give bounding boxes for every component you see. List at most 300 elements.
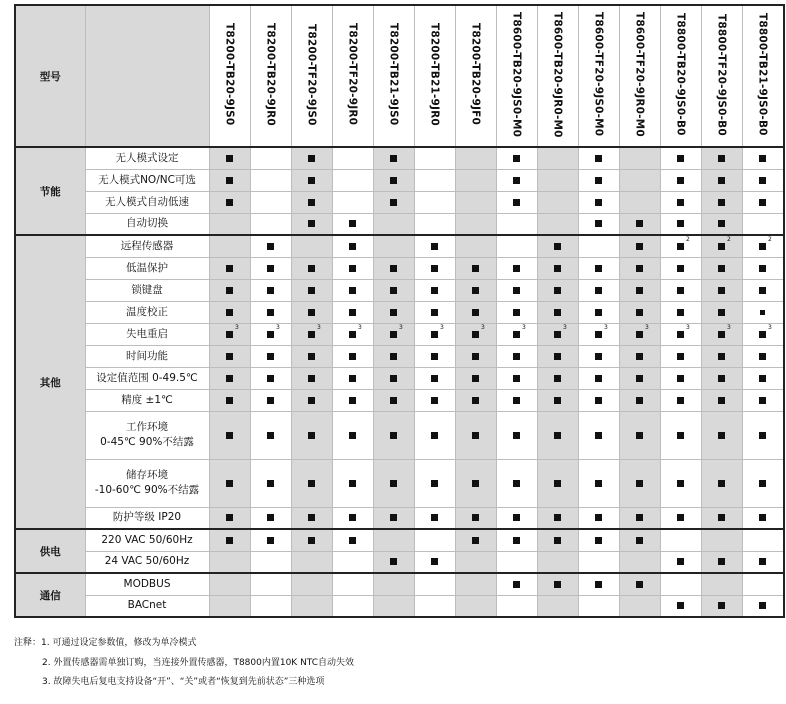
support-cell <box>209 367 250 389</box>
supported-mark <box>349 309 356 316</box>
support-cell <box>373 301 414 323</box>
supported-mark <box>308 432 315 439</box>
support-cell <box>660 551 701 573</box>
supported-mark <box>390 432 397 439</box>
feature-row <box>15 235 784 257</box>
support-cell <box>455 551 496 573</box>
feature-row <box>15 573 784 595</box>
model-column-header <box>660 5 701 147</box>
supported-mark <box>595 480 602 487</box>
footnote-ref: 3 <box>604 323 608 331</box>
support-cell <box>291 459 332 507</box>
support-cell <box>496 279 537 301</box>
support-cell <box>742 459 784 507</box>
support-cell <box>496 507 537 529</box>
supported-mark <box>308 537 315 544</box>
support-cell <box>250 411 291 459</box>
support-cell <box>742 595 784 617</box>
support-cell <box>619 411 660 459</box>
supported-mark <box>636 581 643 588</box>
supported-mark <box>472 397 479 404</box>
support-cell <box>209 191 250 213</box>
support-cell <box>209 147 250 169</box>
support-cell <box>578 551 619 573</box>
support-cell <box>291 507 332 529</box>
supported-mark <box>349 220 356 227</box>
support-cell <box>496 213 537 235</box>
support-cell <box>332 595 373 617</box>
support-cell <box>701 345 742 367</box>
support-cell <box>701 459 742 507</box>
supported-mark <box>636 309 643 316</box>
support-cell <box>332 507 373 529</box>
support-cell <box>332 257 373 279</box>
support-cell <box>414 529 455 551</box>
feature-label-line: 低温保护 <box>126 261 168 274</box>
supported-mark <box>513 397 520 404</box>
feature-row <box>15 301 784 323</box>
support-cell <box>291 367 332 389</box>
supported-mark <box>226 375 233 382</box>
supported-mark <box>349 323 362 338</box>
supported-mark <box>226 514 233 521</box>
supported-mark <box>308 309 315 316</box>
supported-mark <box>513 323 526 338</box>
support-cell <box>742 573 784 595</box>
supported-mark <box>472 514 479 521</box>
support-cell <box>619 345 660 367</box>
support-cell <box>742 301 784 323</box>
feature-row <box>15 147 784 169</box>
model-name: T8800-TB20-9JS0-B0 <box>674 13 687 136</box>
support-cell <box>291 301 332 323</box>
supported-mark <box>677 323 690 338</box>
supported-mark <box>718 514 725 521</box>
support-cell <box>701 367 742 389</box>
support-cell <box>414 573 455 595</box>
support-cell <box>537 345 578 367</box>
supported-mark <box>595 265 602 272</box>
footnote-ref: 3 <box>645 323 649 331</box>
support-cell <box>373 367 414 389</box>
support-cell <box>332 213 373 235</box>
supported-mark <box>226 155 233 162</box>
model-name: T8800-TB21-9JS0-B0 <box>756 13 769 136</box>
support-cell <box>373 323 414 345</box>
supported-mark <box>513 375 520 382</box>
support-cell <box>291 595 332 617</box>
support-cell <box>701 235 742 257</box>
support-cell <box>537 279 578 301</box>
support-cell <box>373 257 414 279</box>
support-cell <box>332 169 373 191</box>
supported-mark <box>595 220 602 227</box>
support-cell <box>701 191 742 213</box>
feature-label <box>85 213 209 235</box>
feature-label <box>85 551 209 573</box>
footnote-ref: 3 <box>358 323 362 331</box>
supported-mark <box>718 323 731 338</box>
supported-mark <box>308 155 315 162</box>
supported-mark <box>513 265 520 272</box>
supported-mark <box>595 581 602 588</box>
model-name: T8200-TB20-9JF0 <box>469 23 482 126</box>
supported-mark <box>267 480 274 487</box>
support-cell <box>291 529 332 551</box>
support-cell <box>291 257 332 279</box>
supported-mark <box>759 397 766 404</box>
support-cell <box>209 323 250 345</box>
feature-row <box>15 169 784 191</box>
supported-mark <box>718 199 725 206</box>
supported-mark <box>390 558 397 565</box>
support-cell <box>455 459 496 507</box>
support-cell <box>496 389 537 411</box>
supported-mark <box>308 375 315 382</box>
support-cell <box>742 257 784 279</box>
feature-label-line: 精度 ±1℃ <box>121 393 173 406</box>
model-name: T8200-TB20-9JS0 <box>223 23 236 126</box>
support-cell <box>742 389 784 411</box>
feature-label-line: 0-45℃ 90%不结露 <box>100 436 194 448</box>
model-name: T8600-TB20-9JR0-M0 <box>551 11 564 138</box>
support-cell <box>701 323 742 345</box>
support-cell <box>578 595 619 617</box>
support-cell <box>332 529 373 551</box>
support-cell <box>373 213 414 235</box>
supported-mark <box>472 309 479 316</box>
support-cell <box>619 191 660 213</box>
support-cell <box>742 367 784 389</box>
support-cell <box>455 507 496 529</box>
supported-mark <box>308 265 315 272</box>
supported-mark <box>718 480 725 487</box>
support-cell <box>742 147 784 169</box>
support-cell <box>619 389 660 411</box>
footnote-ref: 3 <box>235 323 239 331</box>
support-cell <box>332 459 373 507</box>
model-column-header <box>332 5 373 147</box>
support-cell <box>701 411 742 459</box>
feature-label <box>85 191 209 213</box>
support-cell <box>660 147 701 169</box>
model-name: T8200-TB20-9JR0 <box>264 23 277 126</box>
support-cell <box>701 507 742 529</box>
feature-label <box>85 301 209 323</box>
support-cell <box>578 147 619 169</box>
support-cell <box>537 191 578 213</box>
supported-mark <box>677 199 684 206</box>
supported-mark <box>595 177 602 184</box>
supported-mark <box>431 265 438 272</box>
support-cell <box>619 169 660 191</box>
support-cell <box>455 235 496 257</box>
support-cell <box>537 147 578 169</box>
model-column-header <box>414 5 455 147</box>
support-cell <box>373 595 414 617</box>
support-cell <box>619 213 660 235</box>
support-cell <box>578 529 619 551</box>
supported-mark <box>472 287 479 294</box>
feature-label-line: 失电重启 <box>126 327 168 340</box>
support-cell <box>578 301 619 323</box>
support-cell <box>291 411 332 459</box>
supported-mark <box>308 220 315 227</box>
supported-mark <box>636 514 643 521</box>
footnote-ref: 3 <box>563 323 567 331</box>
supported-mark <box>554 323 567 338</box>
support-cell <box>373 551 414 573</box>
support-cell <box>373 573 414 595</box>
supported-mark <box>595 514 602 521</box>
supported-mark <box>308 323 321 338</box>
supported-mark <box>267 243 274 250</box>
supported-mark <box>759 514 766 521</box>
footnotes <box>14 634 354 693</box>
feature-label-line: 自动切换 <box>126 217 168 230</box>
supported-mark <box>677 309 684 316</box>
support-cell <box>660 507 701 529</box>
supported-mark <box>677 397 684 404</box>
model-name: T8200-TB21-9JS0 <box>387 23 400 126</box>
supported-mark <box>554 375 561 382</box>
support-cell <box>537 411 578 459</box>
support-cell <box>496 595 537 617</box>
supported-mark <box>554 287 561 294</box>
supported-mark <box>759 480 766 487</box>
support-cell <box>742 191 784 213</box>
support-cell <box>619 367 660 389</box>
footnote-ref: 2 <box>727 235 731 243</box>
supported-mark <box>267 514 274 521</box>
support-cell <box>742 169 784 191</box>
feature-label <box>85 147 209 169</box>
supported-mark <box>554 480 561 487</box>
support-cell <box>701 389 742 411</box>
support-cell <box>537 367 578 389</box>
support-cell <box>496 551 537 573</box>
support-cell <box>373 191 414 213</box>
supported-mark <box>431 353 438 360</box>
footnote-ref: 3 <box>399 323 403 331</box>
support-cell <box>455 191 496 213</box>
support-cell <box>619 235 660 257</box>
support-cell <box>373 279 414 301</box>
support-cell <box>209 279 250 301</box>
supported-mark <box>718 432 725 439</box>
supported-mark <box>349 480 356 487</box>
supported-mark <box>513 432 520 439</box>
support-cell <box>414 257 455 279</box>
support-cell <box>537 389 578 411</box>
supported-mark <box>390 480 397 487</box>
support-cell <box>537 323 578 345</box>
support-cell <box>291 147 332 169</box>
feature-row <box>15 551 784 573</box>
supported-mark <box>718 602 725 609</box>
supported-mark <box>554 309 561 316</box>
feature-label <box>85 257 209 279</box>
model-column-header <box>373 5 414 147</box>
support-cell <box>660 279 701 301</box>
supported-mark <box>718 353 725 360</box>
supported-mark <box>636 220 643 227</box>
supported-mark <box>431 375 438 382</box>
support-cell <box>414 345 455 367</box>
header-row <box>15 5 784 147</box>
feature-row <box>15 191 784 213</box>
feature-row <box>15 507 784 529</box>
support-cell <box>537 551 578 573</box>
support-cell <box>701 301 742 323</box>
supported-mark <box>554 265 561 272</box>
support-cell <box>496 169 537 191</box>
supported-mark <box>431 480 438 487</box>
feature-label-line: 温度校正 <box>126 305 168 318</box>
support-cell <box>537 507 578 529</box>
supported-mark <box>718 177 725 184</box>
supported-mark <box>759 265 766 272</box>
support-cell <box>496 257 537 279</box>
supported-mark <box>677 480 684 487</box>
support-cell <box>455 389 496 411</box>
support-cell <box>660 367 701 389</box>
supported-mark <box>349 432 356 439</box>
support-cell <box>701 257 742 279</box>
support-cell <box>578 191 619 213</box>
supported-mark <box>595 199 602 206</box>
supported-mark <box>226 199 233 206</box>
supported-mark <box>431 558 438 565</box>
support-cell <box>250 235 291 257</box>
supported-mark <box>390 199 397 206</box>
supported-mark <box>595 397 602 404</box>
feature-label <box>85 323 209 345</box>
supported-mark <box>390 514 397 521</box>
support-cell <box>414 191 455 213</box>
support-cell <box>414 279 455 301</box>
support-cell <box>578 507 619 529</box>
support-cell <box>209 573 250 595</box>
support-cell <box>209 169 250 191</box>
support-cell <box>373 147 414 169</box>
feature-row <box>15 279 784 301</box>
support-cell <box>496 345 537 367</box>
footnote-ref: 2 <box>768 235 772 243</box>
support-cell <box>455 323 496 345</box>
support-cell <box>578 257 619 279</box>
support-cell <box>537 529 578 551</box>
support-cell <box>455 213 496 235</box>
supported-mark <box>226 309 233 316</box>
category-label: 其他 <box>15 235 85 529</box>
supported-mark <box>636 537 643 544</box>
support-cell <box>619 507 660 529</box>
support-cell <box>250 551 291 573</box>
supported-mark <box>390 287 397 294</box>
supported-mark <box>595 155 602 162</box>
feature-label <box>85 389 209 411</box>
feature-label-line: MODBUS <box>123 577 171 590</box>
supported-mark <box>349 537 356 544</box>
feature-label-line: 无人模式NO/NC可选 <box>98 173 196 186</box>
support-cell <box>660 213 701 235</box>
supported-mark <box>718 558 725 565</box>
support-cell <box>660 573 701 595</box>
support-cell <box>578 459 619 507</box>
support-cell <box>619 573 660 595</box>
support-cell <box>496 573 537 595</box>
supported-mark <box>267 287 274 294</box>
supported-mark <box>636 243 643 250</box>
support-cell <box>209 213 250 235</box>
supported-mark <box>308 177 315 184</box>
support-cell <box>291 235 332 257</box>
feature-label-line: 时间功能 <box>126 349 168 362</box>
supported-mark <box>390 323 403 338</box>
feature-label-line: 防护等级 IP20 <box>112 511 182 524</box>
supported-mark <box>677 353 684 360</box>
support-cell <box>414 367 455 389</box>
support-cell <box>209 411 250 459</box>
support-cell <box>373 235 414 257</box>
support-cell <box>250 529 291 551</box>
support-cell <box>414 323 455 345</box>
support-cell <box>496 411 537 459</box>
feature-label <box>85 529 209 551</box>
support-cell <box>496 367 537 389</box>
support-cell <box>332 235 373 257</box>
feature-row <box>15 459 784 507</box>
supported-mark <box>308 287 315 294</box>
footnote-ref: 3 <box>440 323 444 331</box>
support-cell <box>291 169 332 191</box>
supported-mark <box>718 155 725 162</box>
supported-mark <box>226 265 233 272</box>
support-cell <box>209 345 250 367</box>
supported-mark <box>718 397 725 404</box>
supported-mark <box>636 265 643 272</box>
support-cell <box>414 411 455 459</box>
supported-mark <box>431 514 438 521</box>
footnote-ref: 3 <box>686 323 690 331</box>
support-cell <box>619 551 660 573</box>
support-cell <box>578 573 619 595</box>
support-cell <box>414 213 455 235</box>
feature-label-line: 220 VAC 50/60Hz <box>101 533 193 546</box>
supported-mark <box>759 177 766 184</box>
support-cell <box>373 507 414 529</box>
supported-mark <box>226 353 233 360</box>
footnote-ref: 3 <box>317 323 321 331</box>
feature-label-line: 无人模式自动低速 <box>105 195 189 208</box>
support-cell <box>660 459 701 507</box>
supported-mark <box>390 397 397 404</box>
model-name: T8200-TF20-9JR0 <box>346 23 359 126</box>
supported-mark <box>636 353 643 360</box>
spec-table-wrapper <box>14 4 785 618</box>
supported-mark <box>636 432 643 439</box>
supported-mark <box>390 309 397 316</box>
supported-mark <box>677 155 684 162</box>
supported-mark <box>595 432 602 439</box>
support-cell <box>414 507 455 529</box>
supported-mark <box>759 199 766 206</box>
feature-row <box>15 345 784 367</box>
supported-mark <box>390 155 397 162</box>
support-cell <box>496 459 537 507</box>
support-cell <box>701 595 742 617</box>
